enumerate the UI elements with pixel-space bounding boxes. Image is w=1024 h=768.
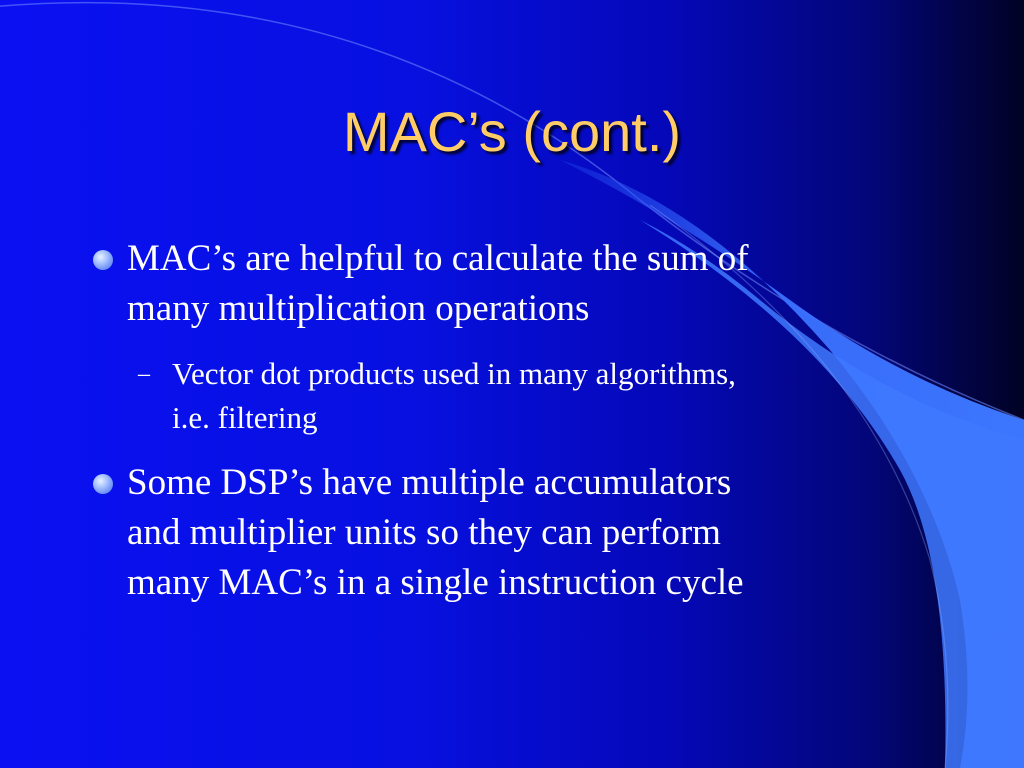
bullet-item [127, 234, 749, 334]
slide-title: MAC’s (cont.) [342, 100, 682, 163]
bullet-text-line: MAC’s are helpful to calculate the sum of [127, 238, 749, 279]
bullet-dot-icon [93, 474, 113, 494]
subbullet-item [138, 352, 736, 440]
bullet-dot-icon [93, 250, 113, 270]
bullet-text-line: Some DSP’s have multiple accumulators [127, 462, 732, 503]
subbullet-text-line: i.e. filtering [172, 400, 318, 435]
bullet-item [127, 458, 744, 608]
bullet-text-line: many multiplication operations [127, 288, 590, 329]
bullet-text-line: and multiplier units so they can perform [127, 512, 721, 553]
subbullet-text-line: Vector dot products used in many algorithms, [172, 356, 736, 391]
dash-icon: – [138, 361, 150, 387]
bullet-text-line: many MAC’s in a single instruction cycle [127, 562, 744, 603]
